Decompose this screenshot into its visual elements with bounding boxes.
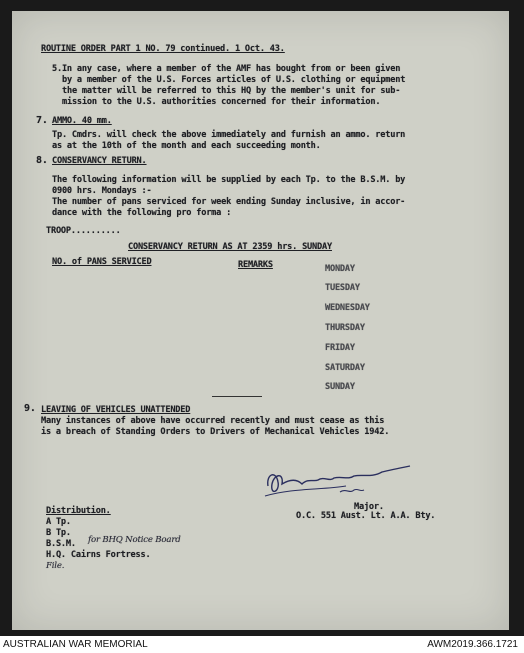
signatory-unit: O.C. 551 Aust. Lt. A.A. Bty. [296,511,436,521]
para5-line-3: the matter will be referred to this HQ by the member's unit for sub- [62,86,401,96]
return-title: CONSERVANCY RETURN AS AT 2359 hrs. SUNDAY [128,242,332,252]
footer-institution: AUSTRALIAN WAR MEMORIAL [3,639,148,650]
para7-line-1: Tp. Cmdrs. will check the above immediately and furnish an ammo. return [52,130,406,140]
para9-title: LEAVING OF VEHICLES UNATTENDED [41,405,191,415]
handwritten-file: File. [46,561,65,571]
para9-line-1: Many instances of above have occurred recently and must cease as this [41,416,385,426]
handwritten-note: for BHQ Notice Board [88,535,181,545]
para5-line-2: by a member of the U.S. Forces articles of U.S. clothing or equipment [62,75,406,85]
para8-line-1: The following information will be supplied by each Tp. to the B.S.M. by [52,175,406,185]
day-saturday: SATURDAY [325,363,365,373]
distribution-hq-cairns: H.Q. Cairns Fortress. [46,550,151,560]
col-remarks: REMARKS [238,260,273,270]
day-wednesday: WEDNESDAY [325,303,370,313]
para7-line-2: as at the 10th of the month and each succeeding month. [52,141,321,151]
para8-title: CONSERVANCY RETURN. [52,156,147,166]
signatory-rank: Major. [354,502,384,512]
para9-line-2: is a breach of Standing Orders to Drivers of Mechanical Vehicles 1942. [41,427,390,437]
para9-number: 9. [24,403,36,414]
order-header: ROUTINE ORDER PART 1 NO. 79 continued. 1 Oct. 43. [41,44,285,54]
handwritten-signature [262,460,422,508]
section-divider [212,396,262,397]
col-pans-serviced: NO. of PANS SERVICED [52,257,152,267]
para8-line-2: 0900 hrs. Mondays :- [52,186,152,196]
distribution-a-tp: A Tp. [46,517,71,527]
para7-number: 7. [36,115,48,126]
para5-line-1: 5.In any case, where a member of the AMF has bought from or been given [52,64,401,74]
footer-accession-number: AWM2019.366.1721 [427,639,518,650]
para8-line-3: The number of pans serviced for week ending Sunday inclusive, in accor- [52,197,406,207]
distribution-bsm: B.S.M. [46,539,76,549]
day-monday: MONDAY [325,264,355,274]
para7-title: AMMO. 40 mm. [52,116,112,126]
para8-line-4: dance with the following pro forma : [52,208,232,218]
day-sunday: SUNDAY [325,382,355,392]
para5-line-4: mission to the U.S. authorities concerned for their information. [62,97,381,107]
day-friday: FRIDAY [325,343,355,353]
distribution-title: Distribution. [46,506,111,516]
archive-footer [0,636,524,653]
day-tuesday: TUESDAY [325,283,360,293]
distribution-b-tp: B Tp. [46,528,71,538]
para8-number: 8. [36,155,48,166]
day-thursday: THURSDAY [325,323,365,333]
troop-label: TROOP.......... [46,226,121,236]
